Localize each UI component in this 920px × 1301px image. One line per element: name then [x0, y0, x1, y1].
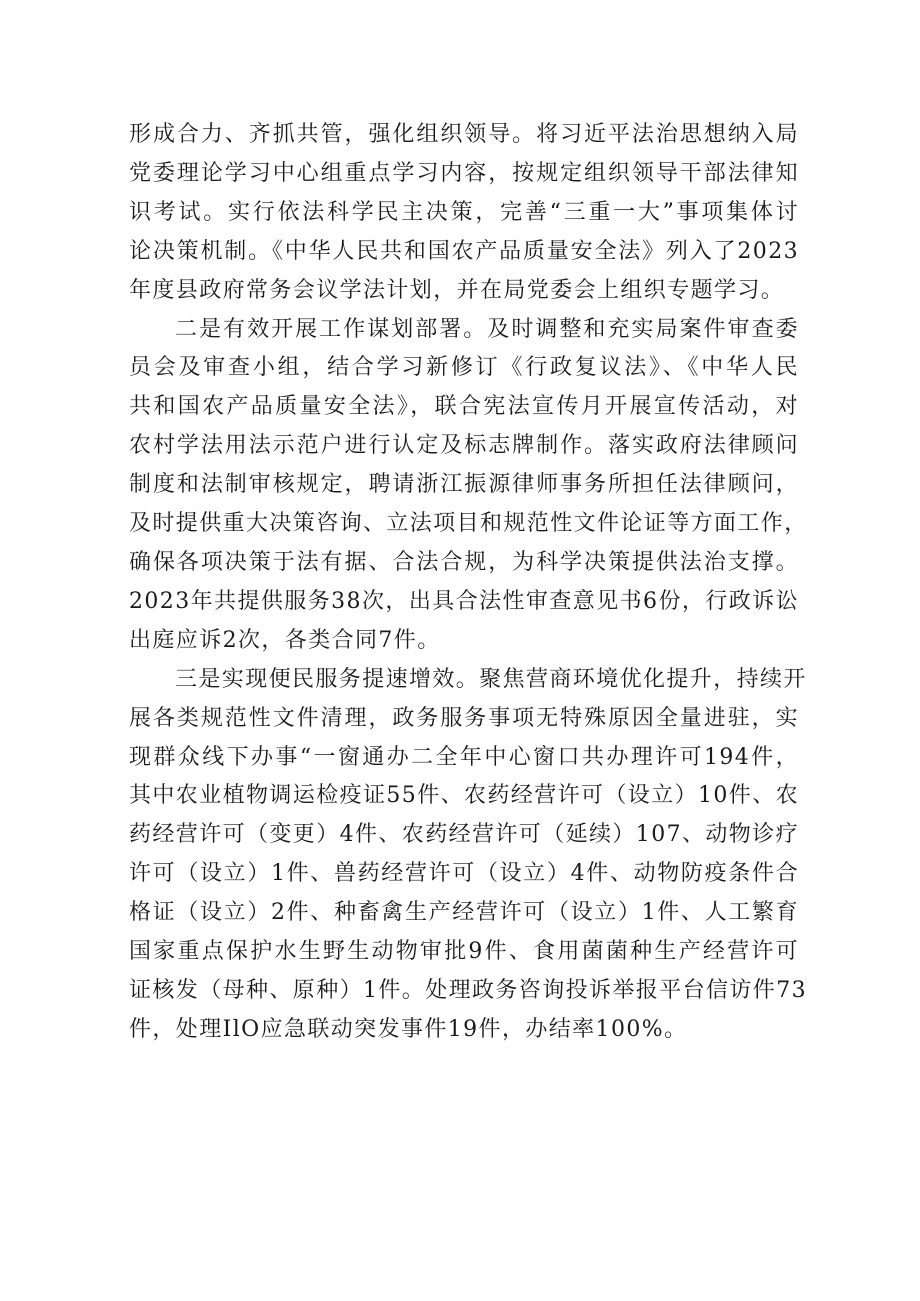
text-line: 共和国农产品质量安全法》，联合宪法宣传月开展宣传活动，对 [129, 394, 799, 420]
text-line: 展各类规范性文件清理，政务服务事项无特殊原因全量进驻，实 [129, 705, 799, 731]
document-page [129, 116, 808, 1050]
text-line: 许可（设立）1件、兽药经营许可（设立）4件、动物防疫条件合 [129, 861, 799, 887]
text-line: 国家重点保护水生野生动物审批9件、食用菌菌种生产经营许可 [129, 939, 799, 965]
text-line: 格证（设立）2件、种畜禽生产经营许可（设立）1件、人工繁育 [129, 900, 799, 926]
text-line: 农村学法用法示范户进行认定及标志牌制作。落实政府法律顾问 [129, 433, 799, 459]
text-line: 党委理论学习中心组重点学习内容，按规定组织领导干部法律知 [129, 160, 799, 186]
text-line: 确保各项决策于法有据、合法合规，为科学决策提供法治支撑。 [129, 549, 799, 575]
paragraph-1 [129, 116, 799, 311]
text-line: 件，处理IlO应急联动突发事件19件，办结率100%。 [129, 1016, 688, 1042]
text-line: 员会及审查小组，结合学习新修订《行政复议法》、《中华人民 [129, 355, 799, 381]
paragraph-3 [129, 661, 807, 1050]
text-line: 识考试。实行依法科学民主决策，完善“三重一大”事项集体讨 [129, 199, 799, 225]
text-line: 三是实现便民服务提速增效。聚焦营商环境优化提升，持续开 [175, 666, 807, 692]
text-line: 现群众线下办事“一窗通办二全年中心窗口共办理许可194件， [129, 744, 799, 770]
text-line: 论决策机制。《中华人民共和国农产品质量安全法》列入了2023 [129, 238, 799, 264]
paragraph-2 [129, 311, 808, 661]
text-line: 证核发（母种、原种）1件。处理政务咨询投诉举报平台信访件73 [129, 977, 807, 1003]
text-line: 年度县政府常务会议学法计划，并在局党委会上组织专题学习。 [129, 277, 785, 303]
text-line: 形成合力、齐抓共管，强化组织领导。将习近平法治思想纳入局 [129, 122, 799, 147]
text-line: 其中农业植物调运检疫证55件、农药经营许可（设立）10件、农 [129, 783, 799, 809]
text-line: 2023年共提供服务38次，出具合法性审查意见书6份，行政诉讼 [129, 588, 799, 614]
text-line: 出庭应诉2次，各类合同7件。 [129, 627, 441, 653]
text-line: 二是有效开展工作谋划部署。及时调整和充实局案件审查委 [175, 316, 799, 342]
text-line: 药经营许可（变更）4件、农药经营许可（延续）107、动物诊疗 [129, 822, 799, 848]
text-line: 制度和法制审核规定，聘请浙江振源律师事务所担任法律顾问， [129, 472, 799, 498]
text-line: 及时提供重大决策咨询、立法项目和规范性文件论证等方面工作， [129, 511, 808, 537]
